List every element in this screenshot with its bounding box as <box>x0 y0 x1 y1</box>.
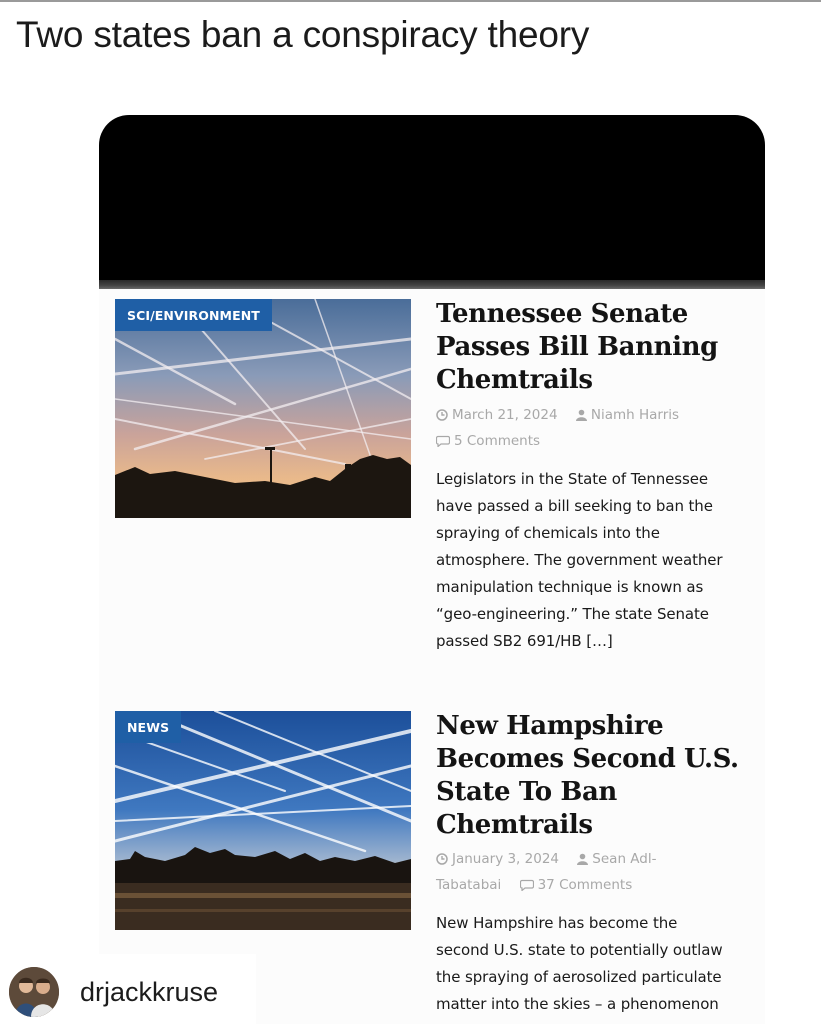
top-divider <box>0 0 821 2</box>
category-badge[interactable]: SCI/ENVIRONMENT <box>115 299 272 331</box>
phone-status-strip <box>99 280 765 289</box>
headline-line[interactable]: Passes Bill Banning <box>436 332 718 362</box>
article-date: January 3, 2024 <box>436 846 559 872</box>
article-thumbnail-image[interactable] <box>115 299 411 518</box>
category-badge[interactable]: NEWS <box>115 711 181 743</box>
avatar[interactable] <box>9 967 59 1017</box>
username[interactable]: drjackkruse <box>80 977 219 1007</box>
headline-line[interactable]: Chemtrails <box>436 365 593 395</box>
headline-line[interactable]: New Hampshire <box>436 711 664 741</box>
article-comments[interactable]: 37 Comments <box>520 872 633 898</box>
headline-line[interactable]: State To Ban <box>436 777 617 807</box>
article-author-continued[interactable]: Tabatabai <box>436 877 502 893</box>
headline-line[interactable]: Becomes Second U.S. <box>436 744 739 774</box>
headline-line[interactable]: Chemtrails <box>436 810 593 840</box>
article-author[interactable]: Niamh Harris <box>576 402 679 428</box>
article-comments[interactable]: 5 Comments <box>436 428 540 454</box>
article-author[interactable]: Sean Adl- <box>577 846 656 872</box>
comment-icon <box>520 879 534 891</box>
article-thumbnail-image[interactable] <box>115 711 411 930</box>
article-headline[interactable] <box>436 298 718 397</box>
article-excerpt: Legislators in the State of Tennessee have passed a bill seeking to ban the spraying of chemicals into the atmosphere. The government weather manipulation technique is known as “geo-engineering.” The state Senate passed SB2 691/HB […] <box>436 470 723 650</box>
comment-icon <box>436 435 450 447</box>
clock-icon <box>436 853 448 865</box>
user-icon <box>576 409 587 421</box>
article-excerpt: New Hampshire has become the second U.S. state to potentially outlaw the spraying of aerosolized particulate matter into the skies – a phenomenon <box>436 914 723 1013</box>
article-date: March 21, 2024 <box>436 402 558 428</box>
phone-top-bezel <box>99 115 765 287</box>
article-meta <box>436 402 756 454</box>
post-title: Two states ban a conspiracy theory <box>16 14 590 55</box>
article-headline[interactable] <box>436 710 739 842</box>
clock-icon <box>436 409 448 421</box>
headline-line[interactable]: Tennessee Senate <box>436 299 688 329</box>
user-icon <box>577 853 588 865</box>
article-meta <box>436 846 756 898</box>
